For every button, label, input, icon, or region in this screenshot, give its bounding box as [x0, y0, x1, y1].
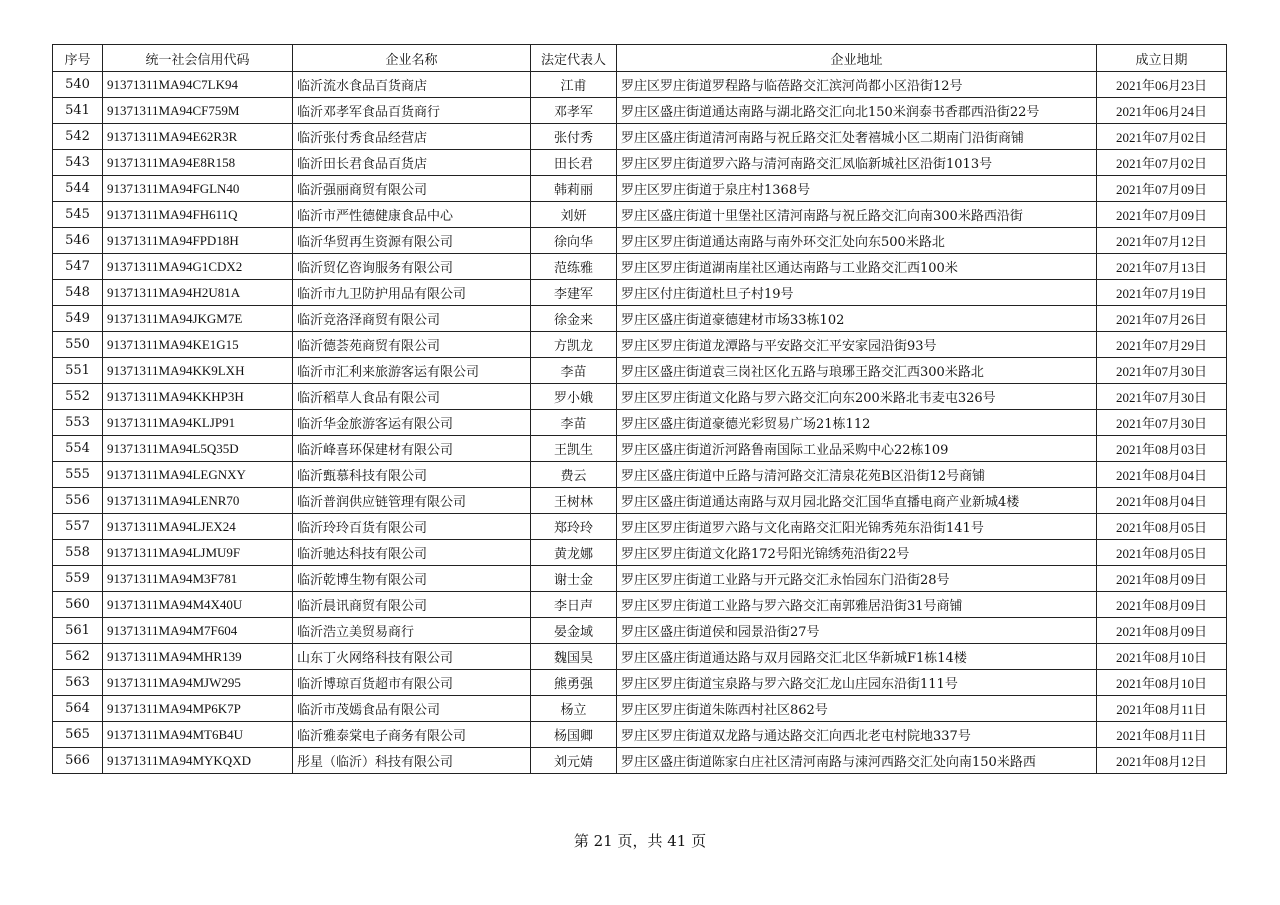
serial-cell: 548 — [53, 280, 103, 306]
address-cell: 罗庄区罗庄街道双龙路与通达路交汇向西北老屯村院地337号 — [617, 722, 1097, 748]
address-cell: 罗庄区罗庄街道龙潭路与平安路交汇平安家园沿街93号 — [617, 332, 1097, 358]
table-row — [53, 358, 1227, 384]
legal-rep-cell: 江甫 — [531, 72, 617, 98]
legal-rep-cell: 郑玲玲 — [531, 514, 617, 540]
company-name-cell: 临沂浩立美贸易商行 — [293, 618, 531, 644]
founded-date-cell: 2021年08月10日 — [1097, 670, 1227, 696]
founded-date-cell: 2021年07月12日 — [1097, 228, 1227, 254]
legal-rep-cell: 李建军 — [531, 280, 617, 306]
legal-rep-cell: 魏国昊 — [531, 644, 617, 670]
credit-code-cell: 91371311MA94C7LK94 — [103, 72, 293, 98]
founded-date-cell: 2021年08月09日 — [1097, 592, 1227, 618]
company-name-cell: 临沂竞洛泽商贸有限公司 — [293, 306, 531, 332]
company-name-cell: 临沂晨讯商贸有限公司 — [293, 592, 531, 618]
company-name-cell: 临沂雅泰棠电子商务有限公司 — [293, 722, 531, 748]
legal-rep-cell: 晏金域 — [531, 618, 617, 644]
address-cell: 罗庄区付庄街道杜旦子村19号 — [617, 280, 1097, 306]
table-row — [53, 566, 1227, 592]
credit-code-cell: 91371311MA94KE1G15 — [103, 332, 293, 358]
company-name-cell: 临沂流水食品百货商店 — [293, 72, 531, 98]
company-name-cell: 临沂峰喜环保建材有限公司 — [293, 436, 531, 462]
credit-code-cell: 91371311MA94L5Q35D — [103, 436, 293, 462]
address-cell: 罗庄区罗庄街道文化路与罗六路交汇向东200米路北韦麦屯326号 — [617, 384, 1097, 410]
serial-cell: 564 — [53, 696, 103, 722]
address-cell: 罗庄区罗庄街道宝泉路与罗六路交汇龙山庄园东沿街111号 — [617, 670, 1097, 696]
founded-date-cell: 2021年08月12日 — [1097, 748, 1227, 774]
address-cell: 罗庄区盛庄街道通达路与双月园路交汇北区华新城F1栋14楼 — [617, 644, 1097, 670]
header-row — [53, 45, 1227, 72]
founded-date-cell: 2021年08月10日 — [1097, 644, 1227, 670]
legal-rep-cell: 黄龙娜 — [531, 540, 617, 566]
serial-cell: 566 — [53, 748, 103, 774]
legal-rep-cell: 费云 — [531, 462, 617, 488]
table-row — [53, 644, 1227, 670]
company-name-cell: 临沂甄慕科技有限公司 — [293, 462, 531, 488]
credit-code-cell: 91371311MA94E8R158 — [103, 150, 293, 176]
company-name-cell: 彤星（临沂）科技有限公司 — [293, 748, 531, 774]
table-row — [53, 410, 1227, 436]
company-name-cell: 临沂田长君食品百货店 — [293, 150, 531, 176]
table-row — [53, 254, 1227, 280]
address-cell: 罗庄区罗庄街道罗六路与清河南路交汇凤临新城社区沿街1013号 — [617, 150, 1097, 176]
founded-date-cell: 2021年08月09日 — [1097, 618, 1227, 644]
company-name-cell: 山东丁火网络科技有限公司 — [293, 644, 531, 670]
table-row — [53, 202, 1227, 228]
address-cell: 罗庄区罗庄街道罗程路与临蓓路交汇滨河尚都小区沿街12号 — [617, 72, 1097, 98]
serial-cell: 541 — [53, 98, 103, 124]
founded-date-cell: 2021年08月09日 — [1097, 566, 1227, 592]
col-header-credit-code: 统一社会信用代码 — [103, 45, 293, 72]
table-row — [53, 306, 1227, 332]
legal-rep-cell: 韩莉丽 — [531, 176, 617, 202]
credit-code-cell: 91371311MA94FPD18H — [103, 228, 293, 254]
col-header-company-name: 企业名称 — [293, 45, 531, 72]
address-cell: 罗庄区罗庄街道罗六路与文化南路交汇阳光锦秀苑东沿街141号 — [617, 514, 1097, 540]
company-name-cell: 临沂市九卫防护用品有限公司 — [293, 280, 531, 306]
serial-cell: 558 — [53, 540, 103, 566]
legal-rep-cell: 李日声 — [531, 592, 617, 618]
credit-code-cell: 91371311MA94LJEX24 — [103, 514, 293, 540]
credit-code-cell: 91371311MA94H2U81A — [103, 280, 293, 306]
company-name-cell: 临沂邓孝军食品百货商行 — [293, 98, 531, 124]
founded-date-cell: 2021年07月02日 — [1097, 150, 1227, 176]
address-cell: 罗庄区罗庄街道湖南崖社区通达南路与工业路交汇西100米 — [617, 254, 1097, 280]
legal-rep-cell: 徐金来 — [531, 306, 617, 332]
serial-cell: 557 — [53, 514, 103, 540]
address-cell: 罗庄区盛庄街道豪德光彩贸易广场21栋112 — [617, 410, 1097, 436]
credit-code-cell: 91371311MA94M4X40U — [103, 592, 293, 618]
legal-rep-cell: 刘元婧 — [531, 748, 617, 774]
table-row — [53, 436, 1227, 462]
founded-date-cell: 2021年08月11日 — [1097, 696, 1227, 722]
company-name-cell: 临沂强丽商贸有限公司 — [293, 176, 531, 202]
address-cell: 罗庄区盛庄街道豪德建材市场33栋102 — [617, 306, 1097, 332]
serial-cell: 560 — [53, 592, 103, 618]
credit-code-cell: 91371311MA94LJMU9F — [103, 540, 293, 566]
company-name-cell: 临沂乾博生物有限公司 — [293, 566, 531, 592]
address-cell: 罗庄区盛庄街道侯和园景沿街27号 — [617, 618, 1097, 644]
founded-date-cell: 2021年08月04日 — [1097, 462, 1227, 488]
founded-date-cell: 2021年07月30日 — [1097, 358, 1227, 384]
credit-code-cell: 91371311MA94LEGNXY — [103, 462, 293, 488]
legal-rep-cell: 刘妍 — [531, 202, 617, 228]
company-name-cell: 临沂华贸再生资源有限公司 — [293, 228, 531, 254]
address-cell: 罗庄区罗庄街道于泉庄村1368号 — [617, 176, 1097, 202]
table-row — [53, 514, 1227, 540]
credit-code-cell: 91371311MA94MYKQXD — [103, 748, 293, 774]
company-name-cell: 临沂贸亿咨询服务有限公司 — [293, 254, 531, 280]
founded-date-cell: 2021年07月26日 — [1097, 306, 1227, 332]
legal-rep-cell: 方凯龙 — [531, 332, 617, 358]
table-row — [53, 696, 1227, 722]
serial-cell: 551 — [53, 358, 103, 384]
col-header-address: 企业地址 — [617, 45, 1097, 72]
serial-cell: 550 — [53, 332, 103, 358]
credit-code-cell: 91371311MA94FGLN40 — [103, 176, 293, 202]
col-header-serial: 序号 — [53, 45, 103, 72]
address-cell: 罗庄区罗庄街道文化路172号阳光锦绣苑沿街22号 — [617, 540, 1097, 566]
company-name-cell: 临沂博琼百货超市有限公司 — [293, 670, 531, 696]
table-row — [53, 748, 1227, 774]
table-row — [53, 150, 1227, 176]
legal-rep-cell: 王树林 — [531, 488, 617, 514]
credit-code-cell: 91371311MA94MHR139 — [103, 644, 293, 670]
serial-cell: 553 — [53, 410, 103, 436]
serial-cell: 547 — [53, 254, 103, 280]
serial-cell: 561 — [53, 618, 103, 644]
table-row — [53, 124, 1227, 150]
founded-date-cell: 2021年08月04日 — [1097, 488, 1227, 514]
legal-rep-cell: 李苗 — [531, 358, 617, 384]
legal-rep-cell: 杨立 — [531, 696, 617, 722]
company-name-cell: 临沂市汇利来旅游客运有限公司 — [293, 358, 531, 384]
legal-rep-cell: 谢士金 — [531, 566, 617, 592]
serial-cell: 559 — [53, 566, 103, 592]
credit-code-cell: 91371311MA94MP6K7P — [103, 696, 293, 722]
serial-cell: 549 — [53, 306, 103, 332]
serial-cell: 563 — [53, 670, 103, 696]
founded-date-cell: 2021年06月24日 — [1097, 98, 1227, 124]
address-cell: 罗庄区盛庄街道通达南路与湖北路交汇向北150米润泰书香郡西沿街22号 — [617, 98, 1097, 124]
serial-cell: 543 — [53, 150, 103, 176]
address-cell: 罗庄区罗庄街道工业路与罗六路交汇南郭雅居沿街31号商铺 — [617, 592, 1097, 618]
serial-cell: 542 — [53, 124, 103, 150]
company-name-cell: 临沂华金旅游客运有限公司 — [293, 410, 531, 436]
col-header-legal-rep: 法定代表人 — [531, 45, 617, 72]
enterprise-registry-table — [52, 44, 1227, 774]
company-name-cell: 临沂市严性德健康食品中心 — [293, 202, 531, 228]
founded-date-cell: 2021年07月29日 — [1097, 332, 1227, 358]
table-row — [53, 540, 1227, 566]
serial-cell: 540 — [53, 72, 103, 98]
table-row — [53, 332, 1227, 358]
founded-date-cell: 2021年06月23日 — [1097, 72, 1227, 98]
company-name-cell: 临沂张付秀食品经营店 — [293, 124, 531, 150]
legal-rep-cell: 熊勇强 — [531, 670, 617, 696]
table-row — [53, 384, 1227, 410]
address-cell: 罗庄区罗庄街道通达南路与南外环交汇处向东500米路北 — [617, 228, 1097, 254]
address-cell: 罗庄区盛庄街道中丘路与清河路交汇清泉花苑B区沿街12号商铺 — [617, 462, 1097, 488]
serial-cell: 562 — [53, 644, 103, 670]
credit-code-cell: 91371311MA94MJW295 — [103, 670, 293, 696]
table-row — [53, 280, 1227, 306]
table-row — [53, 618, 1227, 644]
serial-cell: 552 — [53, 384, 103, 410]
table-row — [53, 488, 1227, 514]
serial-cell: 554 — [53, 436, 103, 462]
company-name-cell: 临沂市茂嫣食品有限公司 — [293, 696, 531, 722]
founded-date-cell: 2021年08月05日 — [1097, 540, 1227, 566]
legal-rep-cell: 杨国卿 — [531, 722, 617, 748]
address-cell: 罗庄区盛庄街道陈家白庄社区清河南路与涑河西路交汇处向南150米路西 — [617, 748, 1097, 774]
founded-date-cell: 2021年08月03日 — [1097, 436, 1227, 462]
legal-rep-cell: 邓孝军 — [531, 98, 617, 124]
address-cell: 罗庄区盛庄街道沂河路鲁南国际工业品采购中心22栋109 — [617, 436, 1097, 462]
credit-code-cell: 91371311MA94KLJP91 — [103, 410, 293, 436]
page-number-footer: 第 21 页，共 41 页 — [573, 832, 707, 850]
company-name-cell: 临沂德荟苑商贸有限公司 — [293, 332, 531, 358]
table-row — [53, 72, 1227, 98]
table-row — [53, 462, 1227, 488]
credit-code-cell: 91371311MA94M3F781 — [103, 566, 293, 592]
founded-date-cell: 2021年08月11日 — [1097, 722, 1227, 748]
company-name-cell: 临沂玲玲百货有限公司 — [293, 514, 531, 540]
founded-date-cell: 2021年07月13日 — [1097, 254, 1227, 280]
serial-cell: 544 — [53, 176, 103, 202]
credit-code-cell: 91371311MA94G1CDX2 — [103, 254, 293, 280]
founded-date-cell: 2021年08月05日 — [1097, 514, 1227, 540]
credit-code-cell: 91371311MA94MT6B4U — [103, 722, 293, 748]
serial-cell: 545 — [53, 202, 103, 228]
founded-date-cell: 2021年07月09日 — [1097, 176, 1227, 202]
founded-date-cell: 2021年07月30日 — [1097, 410, 1227, 436]
credit-code-cell: 91371311MA94KKHP3H — [103, 384, 293, 410]
credit-code-cell: 91371311MA94JKGM7E — [103, 306, 293, 332]
credit-code-cell: 91371311MA94KK9LXH — [103, 358, 293, 384]
table-row — [53, 722, 1227, 748]
legal-rep-cell: 张付秀 — [531, 124, 617, 150]
credit-code-cell: 91371311MA94E62R3R — [103, 124, 293, 150]
legal-rep-cell: 田长君 — [531, 150, 617, 176]
serial-cell: 555 — [53, 462, 103, 488]
legal-rep-cell: 罗小娥 — [531, 384, 617, 410]
company-name-cell: 临沂驰达科技有限公司 — [293, 540, 531, 566]
table-row — [53, 176, 1227, 202]
credit-code-cell: 91371311MA94FH611Q — [103, 202, 293, 228]
serial-cell: 556 — [53, 488, 103, 514]
founded-date-cell: 2021年07月09日 — [1097, 202, 1227, 228]
address-cell: 罗庄区罗庄街道工业路与开元路交汇永怡园东门沿街28号 — [617, 566, 1097, 592]
company-name-cell: 临沂稻草人食品有限公司 — [293, 384, 531, 410]
legal-rep-cell: 李苗 — [531, 410, 617, 436]
table-row — [53, 98, 1227, 124]
serial-cell: 546 — [53, 228, 103, 254]
founded-date-cell: 2021年07月30日 — [1097, 384, 1227, 410]
address-cell: 罗庄区盛庄街道清河南路与祝丘路交汇处奢禧城小区二期南门沿街商铺 — [617, 124, 1097, 150]
address-cell: 罗庄区盛庄街道通达南路与双月园北路交汇国华直播电商产业新城4楼 — [617, 488, 1097, 514]
credit-code-cell: 91371311MA94M7F604 — [103, 618, 293, 644]
founded-date-cell: 2021年07月19日 — [1097, 280, 1227, 306]
address-cell: 罗庄区罗庄街道朱陈西村社区862号 — [617, 696, 1097, 722]
legal-rep-cell: 王凯生 — [531, 436, 617, 462]
serial-cell: 565 — [53, 722, 103, 748]
legal-rep-cell: 徐向华 — [531, 228, 617, 254]
credit-code-cell: 91371311MA94LENR70 — [103, 488, 293, 514]
table-row — [53, 670, 1227, 696]
table-row — [53, 592, 1227, 618]
col-header-founded-date: 成立日期 — [1097, 45, 1227, 72]
address-cell: 罗庄区盛庄街道袁三岗社区化五路与琅琊王路交汇西300米路北 — [617, 358, 1097, 384]
credit-code-cell: 91371311MA94CF759M — [103, 98, 293, 124]
address-cell: 罗庄区盛庄街道十里堡社区清河南路与祝丘路交汇向南300米路西沿街 — [617, 202, 1097, 228]
table-row — [53, 228, 1227, 254]
founded-date-cell: 2021年07月02日 — [1097, 124, 1227, 150]
legal-rep-cell: 范练雅 — [531, 254, 617, 280]
company-name-cell: 临沂普润供应链管理有限公司 — [293, 488, 531, 514]
